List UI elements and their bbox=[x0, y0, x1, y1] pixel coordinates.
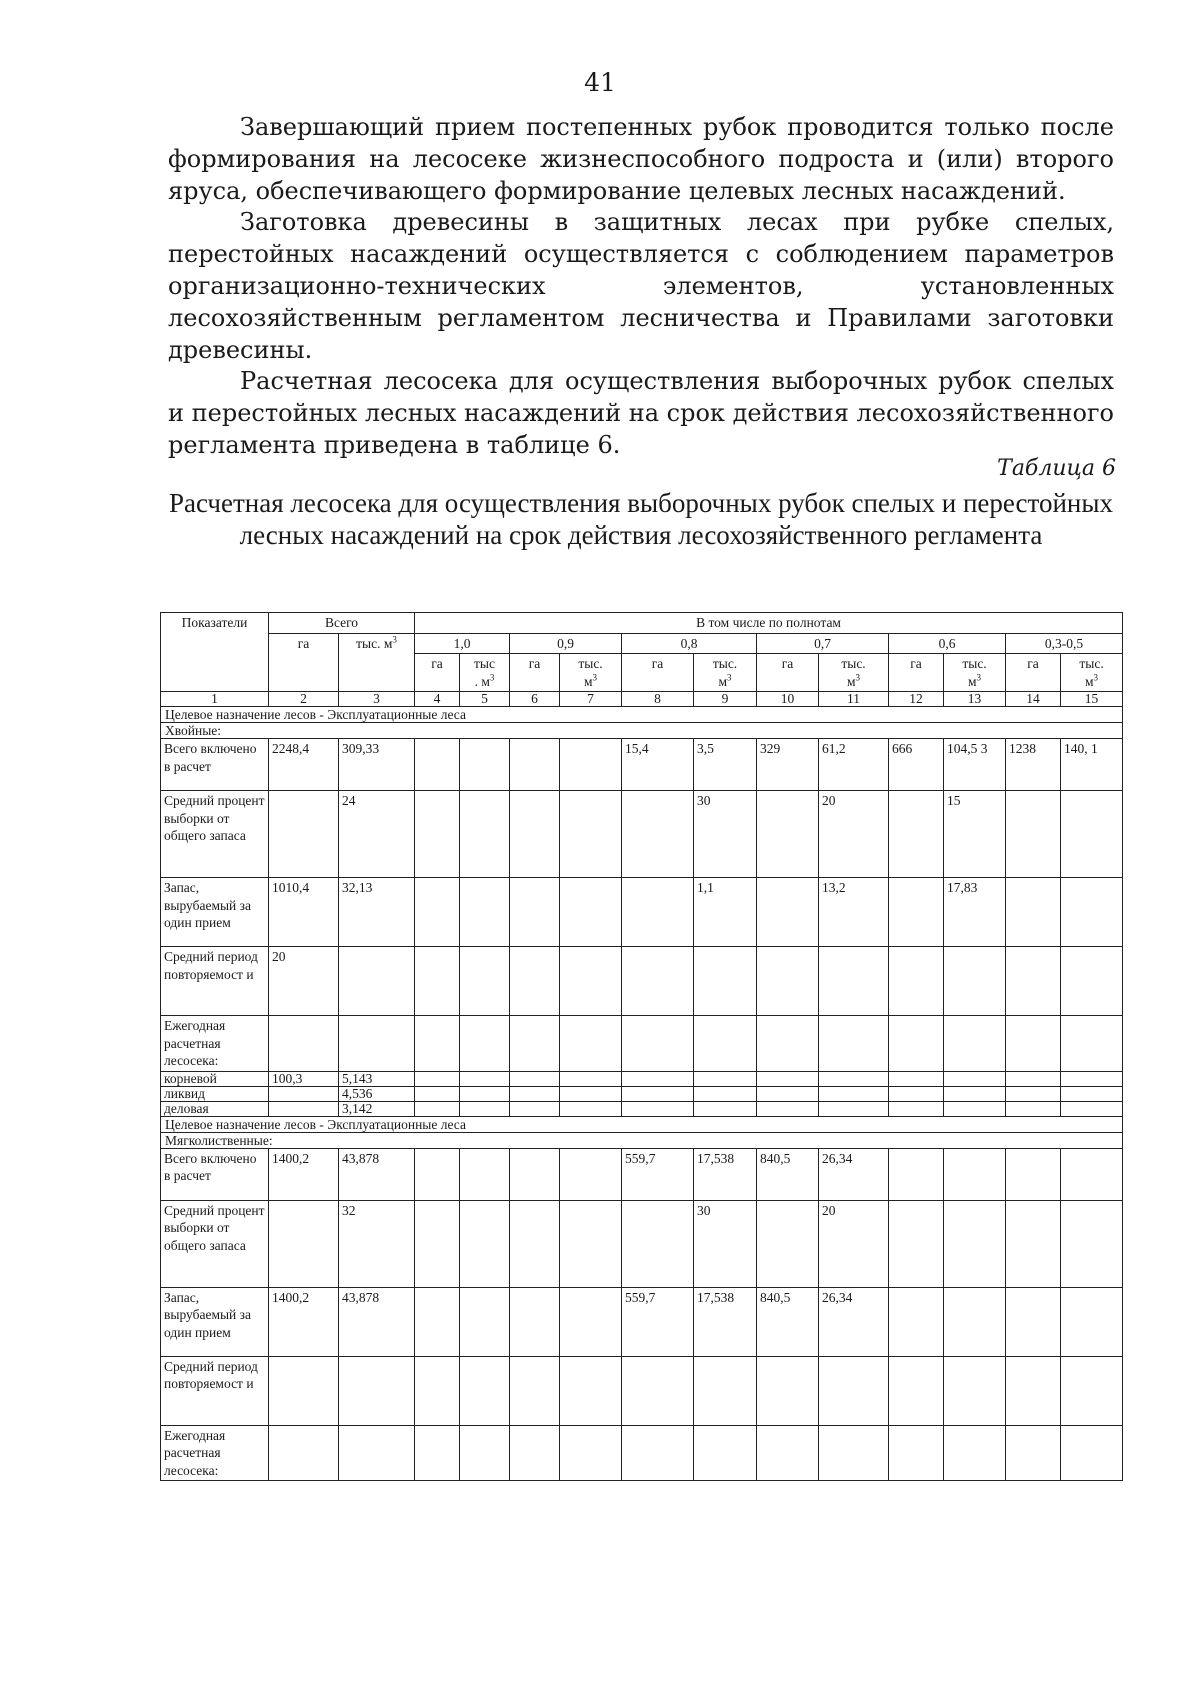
table-cell bbox=[1061, 1086, 1123, 1101]
table-cell: 104,5 3 bbox=[944, 739, 1006, 791]
table-cell bbox=[1006, 1101, 1061, 1116]
table-cell bbox=[622, 1086, 694, 1101]
table-cell: 840,5 bbox=[757, 1148, 819, 1200]
table-cell bbox=[889, 1071, 944, 1086]
table-cell bbox=[944, 1425, 1006, 1481]
row-label: Ежегодная расчетная лесосека: bbox=[161, 1016, 269, 1072]
table-cell bbox=[889, 1200, 944, 1287]
table-cell bbox=[1006, 1086, 1061, 1101]
table-cell: 13,2 bbox=[819, 878, 889, 947]
table-cell bbox=[944, 1016, 1006, 1072]
table-cell bbox=[269, 1016, 339, 1072]
table-row bbox=[161, 1287, 1123, 1356]
table-cell bbox=[269, 1101, 339, 1116]
table-cell bbox=[944, 1101, 1006, 1116]
header-density-0-6: 0,6 bbox=[889, 633, 1006, 654]
table-cell bbox=[560, 739, 622, 791]
table-cell bbox=[1006, 1425, 1061, 1481]
table-cell bbox=[415, 1071, 460, 1086]
row-label: корневой bbox=[161, 1071, 269, 1086]
table-row bbox=[161, 947, 1123, 1016]
header-density-0-8: 0,8 bbox=[622, 633, 757, 654]
table-cell bbox=[510, 1200, 560, 1287]
table-cell bbox=[560, 1101, 622, 1116]
table-cell: 1010,4 bbox=[269, 878, 339, 947]
column-number: 5 bbox=[460, 692, 510, 707]
header-ha: га bbox=[757, 654, 819, 692]
table-cell bbox=[889, 947, 944, 1016]
table-cell bbox=[889, 1287, 944, 1356]
group-label: Мягколиственные: bbox=[161, 1132, 1123, 1148]
group-row bbox=[161, 1132, 1123, 1148]
page-number: 41 bbox=[584, 68, 616, 97]
table-cell bbox=[415, 1016, 460, 1072]
row-label: Запас, вырубаемый за один прием bbox=[161, 1287, 269, 1356]
table-cell bbox=[460, 1287, 510, 1356]
table-cell bbox=[339, 1016, 415, 1072]
table-cell: 1400,2 bbox=[269, 1287, 339, 1356]
table-cell bbox=[1006, 1356, 1061, 1425]
table-cell bbox=[622, 791, 694, 878]
table-cell bbox=[889, 1425, 944, 1481]
table-cell bbox=[460, 878, 510, 947]
table-cell bbox=[1006, 1148, 1061, 1200]
header-ha: га bbox=[622, 654, 694, 692]
table-cell bbox=[415, 1148, 460, 1200]
table-cell bbox=[757, 1071, 819, 1086]
row-label: Всего включено в расчет bbox=[161, 1148, 269, 1200]
table-cell bbox=[944, 1287, 1006, 1356]
header-including: В том числе по полнотам bbox=[415, 613, 1123, 634]
header-volume: тыс. $м^3$ bbox=[560, 654, 622, 692]
group-label: Хвойные: bbox=[161, 723, 1123, 739]
table-cell: 1238 bbox=[1006, 739, 1061, 791]
table-cell bbox=[269, 1200, 339, 1287]
table-cell bbox=[694, 1016, 757, 1072]
table-cell: 24 bbox=[339, 791, 415, 878]
table-cell: 61,2 bbox=[819, 739, 889, 791]
table-cell: 32,13 bbox=[339, 878, 415, 947]
paragraph-1: Завершающий прием постепенных рубок проводится только после формирования на лесосеке жизнеспособного подроста и (или) второго яруса, обеспечивающего формирование целевых лесных насаждений. bbox=[168, 113, 1114, 205]
table-cell bbox=[622, 878, 694, 947]
table-cell bbox=[1006, 1287, 1061, 1356]
table-cell: 1,1 bbox=[694, 878, 757, 947]
table-cell bbox=[1061, 1016, 1123, 1072]
table-cell bbox=[944, 1200, 1006, 1287]
table-row bbox=[161, 878, 1123, 947]
table-cell bbox=[510, 1356, 560, 1425]
table-cell: 4,536 bbox=[339, 1086, 415, 1101]
table-row bbox=[161, 1016, 1123, 1072]
table-cell bbox=[460, 1086, 510, 1101]
table-cell bbox=[510, 1287, 560, 1356]
column-number: 12 bbox=[889, 692, 944, 707]
table-cell bbox=[1061, 1425, 1123, 1481]
table-cell bbox=[415, 791, 460, 878]
table-cell bbox=[819, 1071, 889, 1086]
table-cell: 17,538 bbox=[694, 1148, 757, 1200]
header-ha: га bbox=[889, 654, 944, 692]
table-cell: 20 bbox=[819, 1200, 889, 1287]
table-cell bbox=[1061, 878, 1123, 947]
table-cell: 26,34 bbox=[819, 1287, 889, 1356]
table-cell: 140, 1 bbox=[1061, 739, 1123, 791]
allowable-cut-table bbox=[160, 612, 1123, 1481]
table-cell bbox=[944, 1148, 1006, 1200]
table-cell bbox=[510, 947, 560, 1016]
table-cell bbox=[415, 947, 460, 1016]
table-cell: 2248,4 bbox=[269, 739, 339, 791]
table-cell bbox=[757, 1016, 819, 1072]
table-cell bbox=[1006, 947, 1061, 1016]
table-cell: 559,7 bbox=[622, 1287, 694, 1356]
table-cell bbox=[944, 1356, 1006, 1425]
purpose-row bbox=[161, 1116, 1123, 1132]
table-row bbox=[161, 1071, 1123, 1086]
header-density-1-0: 1,0 bbox=[415, 633, 510, 654]
column-number: 2 bbox=[269, 692, 339, 707]
row-label: Всего включено в расчет bbox=[161, 739, 269, 791]
table-cell bbox=[510, 1425, 560, 1481]
table-cell bbox=[510, 1148, 560, 1200]
table-cell: 17,83 bbox=[944, 878, 1006, 947]
table-cell bbox=[694, 1356, 757, 1425]
table-cell bbox=[757, 947, 819, 1016]
table-cell bbox=[622, 947, 694, 1016]
table-cell bbox=[510, 739, 560, 791]
table-row bbox=[161, 739, 1123, 791]
header-volume: тыс . $м^3$ bbox=[460, 654, 510, 692]
table-cell bbox=[415, 1200, 460, 1287]
table-cell bbox=[415, 1086, 460, 1101]
table-row bbox=[161, 1425, 1123, 1481]
table-cell: 329 bbox=[757, 739, 819, 791]
header-total-volume: тыс. $м^3$ bbox=[339, 633, 415, 692]
table-cell bbox=[889, 1101, 944, 1116]
table-cell bbox=[1061, 1071, 1123, 1086]
table-cell bbox=[757, 1086, 819, 1101]
purpose-label: Целевое назначение лесов - Эксплуатационные леса bbox=[161, 1116, 1123, 1132]
table-cell bbox=[819, 1425, 889, 1481]
table-cell bbox=[1061, 1287, 1123, 1356]
table-cell bbox=[757, 878, 819, 947]
table-cell bbox=[694, 947, 757, 1016]
column-number: 14 bbox=[1006, 692, 1061, 707]
paragraph-3: Расчетная лесосека для осуществления выборочных рубок спелых и перестойных лесных насаждений на срок действия лесохозяйственного регламента приведена в таблице 6. bbox=[168, 367, 1114, 459]
table-cell bbox=[694, 1425, 757, 1481]
table-row bbox=[161, 1101, 1123, 1116]
table-cell: 100,3 bbox=[269, 1071, 339, 1086]
table-cell bbox=[622, 1356, 694, 1425]
column-number-row bbox=[161, 692, 1123, 707]
column-number: 1 bbox=[161, 692, 269, 707]
table-cell: 32 bbox=[339, 1200, 415, 1287]
table-cell bbox=[510, 1101, 560, 1116]
column-number: 10 bbox=[757, 692, 819, 707]
table-cell bbox=[460, 1101, 510, 1116]
table-cell bbox=[460, 1071, 510, 1086]
header-row-1 bbox=[161, 613, 1123, 634]
table-row bbox=[161, 1200, 1123, 1287]
table-cell bbox=[269, 1086, 339, 1101]
header-total-ha: га bbox=[269, 633, 339, 692]
table-row bbox=[161, 1148, 1123, 1200]
table-cell bbox=[560, 1356, 622, 1425]
table-cell: 26,34 bbox=[819, 1148, 889, 1200]
table-cell bbox=[560, 791, 622, 878]
table-cell: 559,7 bbox=[622, 1148, 694, 1200]
header-ha: га bbox=[1006, 654, 1061, 692]
table-cell bbox=[944, 1071, 1006, 1086]
header-row-2 bbox=[161, 633, 1123, 654]
table-cell bbox=[889, 1356, 944, 1425]
table-cell bbox=[460, 739, 510, 791]
table-cell bbox=[889, 878, 944, 947]
table-row bbox=[161, 1356, 1123, 1425]
table-cell bbox=[560, 1425, 622, 1481]
table-cell bbox=[622, 1101, 694, 1116]
table-cell bbox=[510, 1016, 560, 1072]
table-cell bbox=[415, 1425, 460, 1481]
table-cell bbox=[1061, 791, 1123, 878]
table-title: Расчетная лесосека для осуществления выборочных рубок спелых и перестойных лесных насаждений на срок действия лесохозяйственного регламента bbox=[168, 488, 1114, 550]
table-cell bbox=[510, 1086, 560, 1101]
table-cell bbox=[460, 1425, 510, 1481]
table-cell bbox=[560, 1200, 622, 1287]
table-cell bbox=[560, 1148, 622, 1200]
table-cell: 30 bbox=[694, 1200, 757, 1287]
table-cell bbox=[460, 1148, 510, 1200]
table-cell bbox=[269, 791, 339, 878]
table-cell: 20 bbox=[269, 947, 339, 1016]
table-cell: 30 bbox=[694, 791, 757, 878]
table-cell bbox=[339, 1425, 415, 1481]
table-label: Таблица 6 bbox=[997, 456, 1116, 481]
table-cell bbox=[415, 1101, 460, 1116]
header-ha: га bbox=[415, 654, 460, 692]
table-cell: 1400,2 bbox=[269, 1148, 339, 1200]
table-cell bbox=[944, 947, 1006, 1016]
table-cell bbox=[1006, 791, 1061, 878]
table-cell bbox=[819, 1086, 889, 1101]
table-cell: 3,142 bbox=[339, 1101, 415, 1116]
body-text bbox=[168, 112, 1114, 462]
table-cell bbox=[757, 1425, 819, 1481]
header-volume: тыс. $м^3$ bbox=[1061, 654, 1123, 692]
table-cell: 15,4 bbox=[622, 739, 694, 791]
table-cell bbox=[269, 1356, 339, 1425]
row-label: ликвид bbox=[161, 1086, 269, 1101]
table-cell: 666 bbox=[889, 739, 944, 791]
column-number: 4 bbox=[415, 692, 460, 707]
group-row bbox=[161, 723, 1123, 739]
table-cell bbox=[560, 1287, 622, 1356]
table-cell: 43,878 bbox=[339, 1287, 415, 1356]
table-cell bbox=[460, 791, 510, 878]
table-cell bbox=[819, 1016, 889, 1072]
table-cell: 17,538 bbox=[694, 1287, 757, 1356]
table-cell bbox=[415, 1287, 460, 1356]
row-label: Средний период повторяемост и bbox=[161, 1356, 269, 1425]
column-number: 8 bbox=[622, 692, 694, 707]
row-label: Средний процент выборки от общего запаса bbox=[161, 1200, 269, 1287]
table-cell bbox=[415, 878, 460, 947]
table-cell bbox=[269, 1425, 339, 1481]
header-ha: га bbox=[510, 654, 560, 692]
table-cell bbox=[622, 1200, 694, 1287]
column-number: 3 bbox=[339, 692, 415, 707]
table-cell bbox=[560, 947, 622, 1016]
table-row bbox=[161, 791, 1123, 878]
table-cell bbox=[1061, 1200, 1123, 1287]
table-cell: 15 bbox=[944, 791, 1006, 878]
table-cell bbox=[460, 947, 510, 1016]
table-cell bbox=[889, 1016, 944, 1072]
header-total: Всего bbox=[269, 613, 415, 634]
table-cell: 43,878 bbox=[339, 1148, 415, 1200]
table-cell bbox=[510, 1071, 560, 1086]
row-label: Средний период повторяемост и bbox=[161, 947, 269, 1016]
row-label: Запас, вырубаемый за один прием bbox=[161, 878, 269, 947]
table-cell bbox=[560, 878, 622, 947]
table-cell: 309,33 bbox=[339, 739, 415, 791]
column-number: 15 bbox=[1061, 692, 1123, 707]
table-cell bbox=[1061, 1101, 1123, 1116]
table-cell bbox=[889, 791, 944, 878]
row-label: деловая bbox=[161, 1101, 269, 1116]
purpose-label: Целевое назначение лесов - Эксплуатационные леса bbox=[161, 707, 1123, 723]
table-cell bbox=[1061, 947, 1123, 1016]
header-density-0-3-0-5: 0,3-0,5 bbox=[1006, 633, 1123, 654]
table-cell: 840,5 bbox=[757, 1287, 819, 1356]
table-cell bbox=[460, 1200, 510, 1287]
table-cell bbox=[1061, 1148, 1123, 1200]
table-cell bbox=[1006, 1016, 1061, 1072]
table-cell bbox=[757, 1200, 819, 1287]
paragraph-2: Заготовка древесины в защитных лесах при рубке спелых, перестойных насаждений осуществляется с соблюдением параметров организационно-технических элементов, установленных лесохозяйственным регламентом лесничества и Правилами заготовки древесины. bbox=[168, 208, 1114, 364]
purpose-row bbox=[161, 707, 1123, 723]
header-volume: тыс. $м^3$ bbox=[694, 654, 757, 692]
table-cell bbox=[819, 1356, 889, 1425]
table-cell bbox=[339, 1356, 415, 1425]
header-density-0-9: 0,9 bbox=[510, 633, 622, 654]
table-cell bbox=[560, 1086, 622, 1101]
table-cell bbox=[339, 947, 415, 1016]
table-cell bbox=[622, 1425, 694, 1481]
header-indicators: Показатели bbox=[161, 613, 269, 692]
table-cell bbox=[415, 1356, 460, 1425]
table-cell bbox=[622, 1071, 694, 1086]
table-cell bbox=[415, 739, 460, 791]
column-number: 11 bbox=[819, 692, 889, 707]
column-number: 9 bbox=[694, 692, 757, 707]
table-cell: 5,143 bbox=[339, 1071, 415, 1086]
table-cell bbox=[622, 1016, 694, 1072]
table-cell: 20 bbox=[819, 791, 889, 878]
row-label: Ежегодная расчетная лесосека: bbox=[161, 1425, 269, 1481]
row-label: Средний процент выборки от общего запаса bbox=[161, 791, 269, 878]
table-cell bbox=[819, 947, 889, 1016]
table-cell bbox=[460, 1356, 510, 1425]
table-cell bbox=[694, 1071, 757, 1086]
table-cell bbox=[460, 1016, 510, 1072]
column-number: 13 bbox=[944, 692, 1006, 707]
table-cell bbox=[1006, 1200, 1061, 1287]
column-number: 7 bbox=[560, 692, 622, 707]
table-cell bbox=[510, 878, 560, 947]
header-volume: тыс. $м^3$ bbox=[819, 654, 889, 692]
table-cell bbox=[510, 791, 560, 878]
table-cell bbox=[757, 791, 819, 878]
table-cell bbox=[694, 1101, 757, 1116]
table-cell bbox=[757, 1101, 819, 1116]
table-cell bbox=[560, 1071, 622, 1086]
table-row bbox=[161, 1086, 1123, 1101]
header-density-0-7: 0,7 bbox=[757, 633, 889, 654]
table-cell: 3,5 bbox=[694, 739, 757, 791]
table-cell bbox=[757, 1356, 819, 1425]
table-cell bbox=[1061, 1356, 1123, 1425]
table-cell bbox=[944, 1086, 1006, 1101]
header-volume: тыс. $м^3$ bbox=[944, 654, 1006, 692]
table-cell bbox=[1006, 878, 1061, 947]
table-cell bbox=[694, 1086, 757, 1101]
table-cell bbox=[889, 1148, 944, 1200]
table-cell bbox=[889, 1086, 944, 1101]
table-cell bbox=[1006, 1071, 1061, 1086]
table-cell bbox=[819, 1101, 889, 1116]
table-cell bbox=[560, 1016, 622, 1072]
column-number: 6 bbox=[510, 692, 560, 707]
